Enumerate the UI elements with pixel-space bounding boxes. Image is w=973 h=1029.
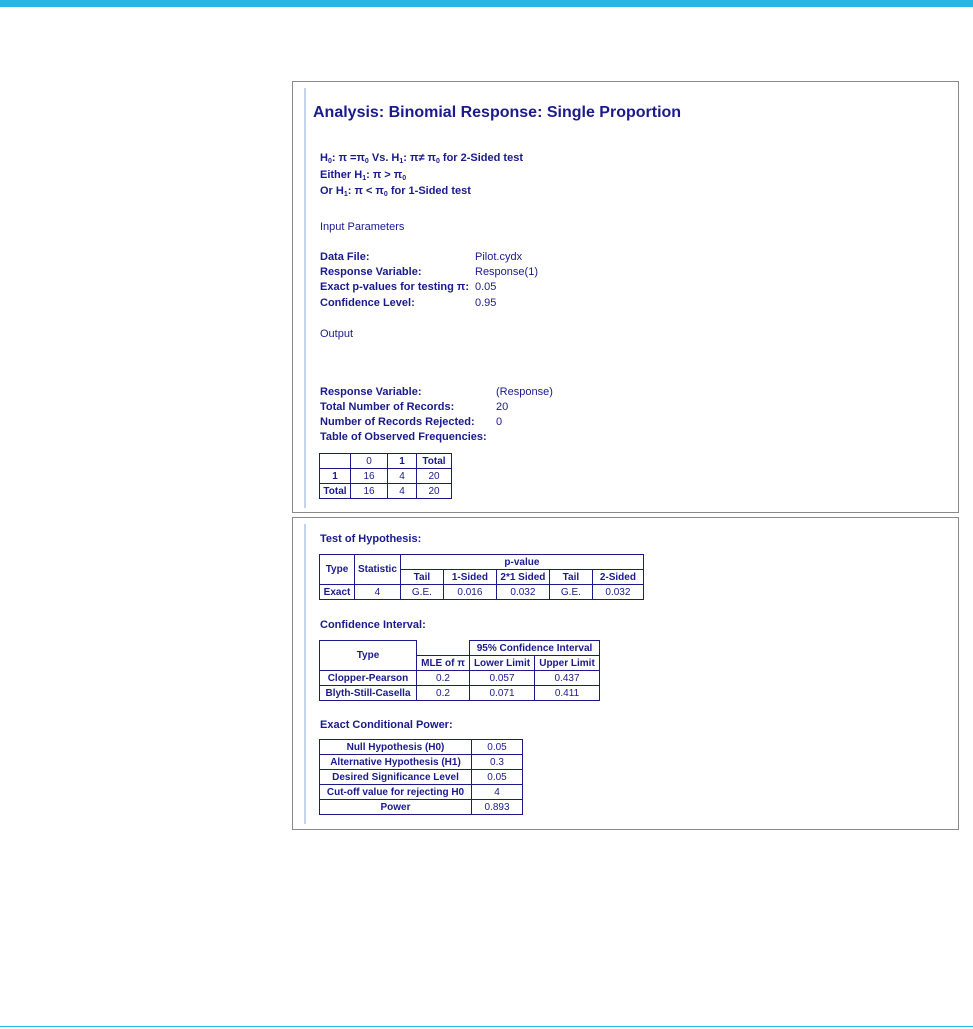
table-cell	[320, 454, 351, 469]
table-row	[320, 585, 644, 600]
hypothesis-line-2: Either $H_1$: $\pi > \pi_0$	[320, 169, 407, 182]
output-heading: Output	[320, 328, 354, 340]
bottom-accent-line	[0, 1026, 973, 1027]
panel-accent-line	[304, 88, 306, 508]
table-cell: Clopper-Pearson	[320, 671, 417, 686]
page-title: Analysis: Binomial Response: Single Proportion	[313, 104, 682, 121]
table-cell: 1-Sided	[443, 570, 496, 585]
table-row	[320, 686, 600, 701]
panel-accent-line	[304, 524, 306, 824]
output-stat-label: Response Variable:	[320, 386, 422, 398]
table-cell: G.E.	[549, 585, 592, 600]
table-cell: 20	[417, 484, 452, 499]
table-cell: 4	[388, 469, 417, 484]
table-cell	[417, 641, 470, 656]
table-cell: MLE of π	[417, 656, 470, 671]
table-row	[320, 469, 452, 484]
table-cell: 0.057	[470, 671, 535, 686]
param-label: Response Variable:	[320, 266, 422, 278]
output-stat-value: 0	[496, 416, 503, 428]
table-cell: 0.437	[535, 671, 600, 686]
table-cell: 2*1 Sided	[496, 570, 549, 585]
table-cell: p-value	[400, 555, 643, 570]
param-value: Pilot.cydx	[475, 251, 523, 263]
confidence-interval-title: Confidence Interval:	[320, 619, 426, 631]
table-cell: 0.071	[470, 686, 535, 701]
table-cell: 0.2	[417, 671, 470, 686]
results-panel	[292, 517, 959, 830]
table-cell: Tail	[400, 570, 443, 585]
param-label: Data File:	[320, 251, 370, 263]
table-cell: Desired Significance Level	[320, 770, 472, 785]
output-stat-value: 20	[496, 401, 509, 413]
table-row	[320, 770, 523, 785]
table-cell: 0.05	[472, 740, 523, 755]
top-accent-bar	[0, 0, 973, 7]
input-parameters-heading: Input Parameters	[320, 221, 405, 233]
table-cell: Blyth-Still-Casella	[320, 686, 417, 701]
table-cell: Statistic	[355, 555, 401, 585]
table-cell: Total	[320, 484, 351, 499]
analysis-header-panel	[292, 81, 959, 513]
table-cell: 16	[351, 484, 388, 499]
param-value: 0.05	[475, 281, 497, 293]
hypothesis-line-3: Or $H_1$: $\pi < \pi_0$ for 1-Sided test	[320, 185, 471, 198]
table-cell: 0.032	[496, 585, 549, 600]
table-cell: Total	[417, 454, 452, 469]
table-cell: 4	[355, 585, 401, 600]
table-cell: Type	[320, 641, 417, 671]
table-cell: 0.032	[592, 585, 643, 600]
table-cell: 1	[320, 469, 351, 484]
table-cell: 0	[351, 454, 388, 469]
param-value: Response(1)	[475, 266, 538, 278]
table-cell: 0.3	[472, 755, 523, 770]
table-cell: 2-Sided	[592, 570, 643, 585]
table-header-row	[320, 555, 644, 570]
param-value: 0.95	[475, 297, 497, 309]
table-cell: Lower Limit	[470, 656, 535, 671]
exact-conditional-power-title: Exact Conditional Power:	[320, 719, 453, 731]
output-stat-label: Total Number of Records:	[320, 401, 455, 413]
table-header-row	[320, 641, 600, 656]
power-table	[319, 739, 523, 815]
table-cell: 0.016	[443, 585, 496, 600]
table-row	[320, 740, 523, 755]
table-cell: 16	[351, 469, 388, 484]
param-label: Exact p-values for testing π:	[320, 281, 470, 293]
confidence-interval-table	[319, 640, 600, 701]
table-cell: 4	[388, 484, 417, 499]
table-cell: Alternative Hypothesis (H1)	[320, 755, 472, 770]
table-cell: Type	[320, 555, 355, 585]
table-cell: Upper Limit	[535, 656, 600, 671]
output-stat-label: Number of Records Rejected:	[320, 416, 475, 428]
table-cell: 1	[388, 454, 417, 469]
table-cell: 0.893	[472, 800, 523, 815]
table-row	[320, 671, 600, 686]
table-cell: 4	[472, 785, 523, 800]
table-cell: 0.05	[472, 770, 523, 785]
table-row	[320, 785, 523, 800]
test-of-hypothesis-title: Test of Hypothesis:	[320, 533, 422, 545]
table-cell: Cut-off value for rejecting H0	[320, 785, 472, 800]
table-cell: Tail	[549, 570, 592, 585]
table-cell: Power	[320, 800, 472, 815]
table-cell: 0.2	[417, 686, 470, 701]
frequency-table	[319, 453, 452, 499]
frequency-table-title: Table of Observed Frequencies:	[320, 431, 487, 443]
table-row	[320, 755, 523, 770]
hypothesis-test-table	[319, 554, 644, 600]
table-cell: Null Hypothesis (H0)	[320, 740, 472, 755]
param-label: Confidence Level:	[320, 297, 415, 309]
hypothesis-line-1: $H_0$: $\pi =\pi_0$ Vs. $H_1$: $\pi\ne \pi_0$ for 2-Sided test	[320, 152, 523, 165]
table-cell: 0.411	[535, 686, 600, 701]
output-stat-value: (Response)	[496, 386, 553, 398]
table-cell: 20	[417, 469, 452, 484]
table-row	[320, 484, 452, 499]
table-cell: Exact	[320, 585, 355, 600]
table-cell: G.E.	[400, 585, 443, 600]
table-row	[320, 800, 523, 815]
table-header-row	[320, 454, 452, 469]
table-cell: 95% Confidence Interval	[470, 641, 600, 656]
